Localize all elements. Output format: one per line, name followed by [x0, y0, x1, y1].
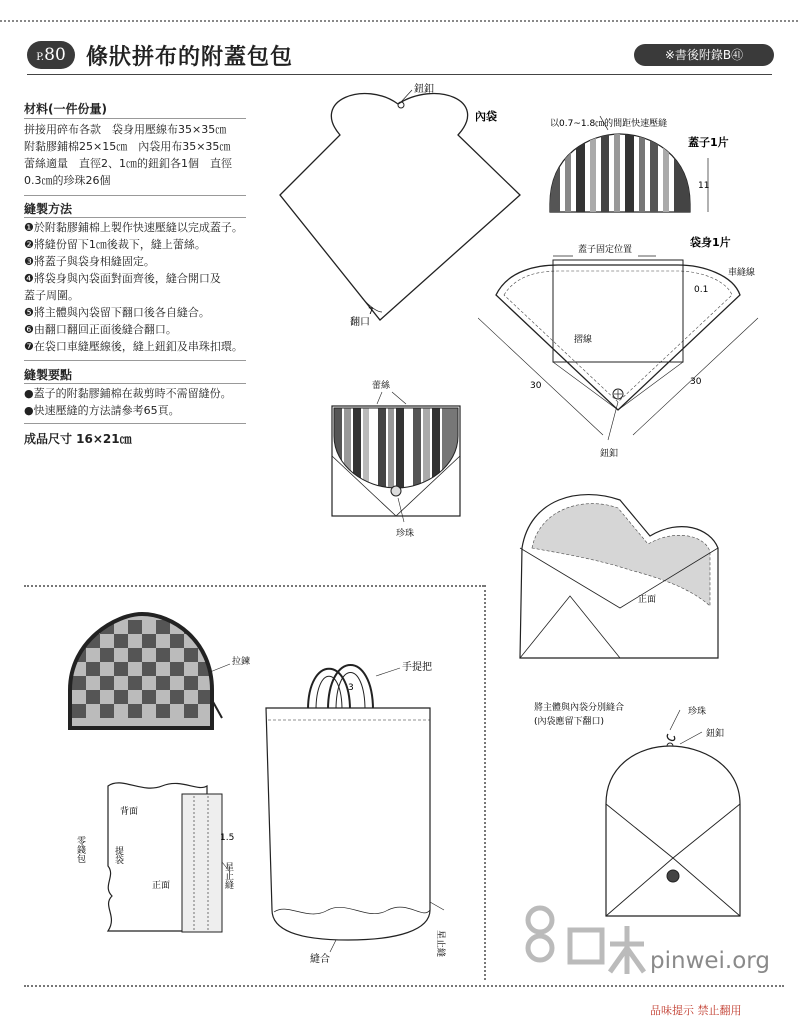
leader-line [330, 940, 336, 952]
leader-line [608, 402, 618, 440]
method-step: ❷將縫份留下1㎝後裁下，縫上蕾絲。 [24, 238, 206, 251]
striped-flap [550, 132, 690, 214]
page-number-badge: P.80 [27, 41, 75, 69]
lace-label: 蕾絲 [372, 381, 391, 391]
flap-position-box [553, 260, 683, 362]
method-step: ❼在袋口車縫壓線後，縫上鈕釦及串珠扣環。 [24, 340, 243, 353]
bag-body-diagram [478, 230, 778, 465]
assembly-button-label: 鈕釦 [706, 729, 725, 739]
fold-line-label: 摺線 [574, 335, 593, 345]
title-rule [27, 74, 772, 75]
method-step: ❸將蓋子與袋身相縫固定。 [24, 255, 155, 268]
tote-seam-label: 縫合 [310, 954, 330, 965]
pearl-label: 珍珠 [396, 529, 415, 539]
watermark-text: pinwei.org [650, 948, 770, 974]
flap-diagram [540, 112, 770, 227]
tote-label: 提袋 [113, 846, 123, 864]
leader-line [670, 710, 680, 730]
flap-height-value: 11 [698, 181, 710, 191]
materials-line: 附黏膠鋪棉25×15㎝ 內袋用布35×35㎝ [24, 140, 231, 153]
topstitch-value: 0.1 [694, 285, 709, 295]
finished-bag-diagram [322, 376, 467, 546]
body-title: 袋身1片 [690, 236, 731, 249]
side-right-value: 30 [690, 377, 702, 387]
tip-item: ●蓋子的附黏膠鋪棉在裁剪時不需留縫份。 [24, 387, 232, 400]
pearl-button [391, 486, 401, 496]
pouch-front-label: 正面 [152, 881, 171, 891]
pouch-value: 1.5 [220, 833, 235, 843]
pouch-stitch-label: 星止縫 [223, 862, 233, 889]
button-label: 鈕釦 [414, 84, 434, 95]
section-divider [484, 585, 486, 980]
divider [24, 360, 246, 361]
assembly-outline [606, 746, 740, 916]
method-step: ❶於附黏膠鋪棉上製作快速壓縫以完成蓋子。 [24, 221, 243, 234]
zipper-label: 拉鍊 [232, 657, 251, 667]
materials-list [24, 121, 232, 189]
divider [24, 217, 246, 218]
method-step: ❺將主體與內袋留下翻口後各自縫合。 [24, 306, 210, 319]
tote-bag-diagram [258, 640, 468, 965]
materials-heading: 材料(一件份量) [24, 102, 107, 116]
quilt-spacing-note: 以0.7~1.8㎝的間距快速壓縫 [550, 119, 668, 129]
leader-line [210, 664, 230, 672]
assembly-pearl-label: 珍珠 [688, 707, 707, 717]
checkered-pattern [62, 600, 232, 735]
topstitch-label: 車縫線 [728, 268, 756, 278]
opening-label: 翻口 [350, 317, 370, 328]
materials-line: 蕾絲適量 直徑2、1㎝的鈕釦各1個 直徑 [24, 157, 232, 170]
divider [24, 118, 246, 119]
pouch-back-label: 背面 [120, 807, 139, 817]
tote-body [266, 708, 430, 940]
turned-front-label: 正面 [638, 595, 657, 605]
method-heading: 縫製方法 [24, 202, 73, 216]
section-divider [24, 985, 784, 987]
flap-position-label: 蓋子固定位置 [578, 245, 633, 255]
footer-note: 品味提示 禁止翻用 [650, 1004, 742, 1017]
tote-stitch-label: 星止縫 [435, 930, 445, 958]
pouch-joining-diagram [72, 766, 272, 946]
zip-purse-diagram [62, 600, 252, 735]
divider [24, 423, 246, 424]
finished-size: 成品尺寸 16×21㎝ [24, 432, 132, 446]
method-step: ❻由翻口翻回正面後縫合翻口。 [24, 323, 177, 336]
purse-panel [182, 794, 222, 932]
body-button-label: 鈕釦 [600, 449, 619, 459]
top-dotted-rule [0, 20, 798, 22]
leader-line [377, 392, 382, 404]
leader-line [376, 668, 400, 676]
handle-width-value: 3 [348, 683, 354, 693]
materials-line: 拼接用碎布各款 袋身用壓線布35×35㎝ [24, 123, 227, 136]
materials-line: 0.3㎝的珍珠26個 [24, 174, 111, 187]
turned-bag-diagram [510, 478, 740, 668]
tips-list [24, 385, 232, 419]
leader-line [430, 902, 444, 910]
divider [24, 383, 246, 384]
leader-line [401, 90, 412, 102]
assembly-note: 將主體與內袋分別縫合 [534, 703, 625, 713]
method-step: ❹將袋身與內袋面對面齊後，縫合開口及 [24, 272, 221, 285]
opening-seam-value: 7 [368, 307, 374, 317]
pearl-loop [667, 734, 674, 740]
divider [24, 195, 246, 196]
fold-line [553, 362, 618, 410]
page-title: 條狀拼布的附蓋包包 [86, 45, 294, 70]
pattern-note-badge: ※書後附錄B㊶ [634, 44, 774, 66]
tip-item: ●快速壓縫的方法請參考65頁。 [24, 404, 180, 417]
method-steps [24, 219, 243, 355]
leader-line [392, 392, 406, 404]
handle-label: 手提把 [402, 662, 432, 673]
leader-line [680, 732, 702, 744]
inner-bag-title: 內袋 [475, 110, 497, 123]
flap-title: 蓋子1片 [688, 136, 729, 149]
watermark-logo [510, 900, 650, 980]
assembly-note-sub: (內袋應留下翻口) [534, 717, 605, 727]
tips-heading: 縫製要點 [24, 368, 73, 382]
assembly-diagram [520, 694, 760, 930]
method-step: 蓋子周圍。 [24, 289, 79, 302]
closure-button [667, 870, 679, 882]
coin-purse-label: 零錢包 [75, 836, 85, 863]
section-divider [24, 585, 484, 587]
fold-line [618, 362, 683, 410]
side-left-value: 30 [530, 381, 542, 391]
